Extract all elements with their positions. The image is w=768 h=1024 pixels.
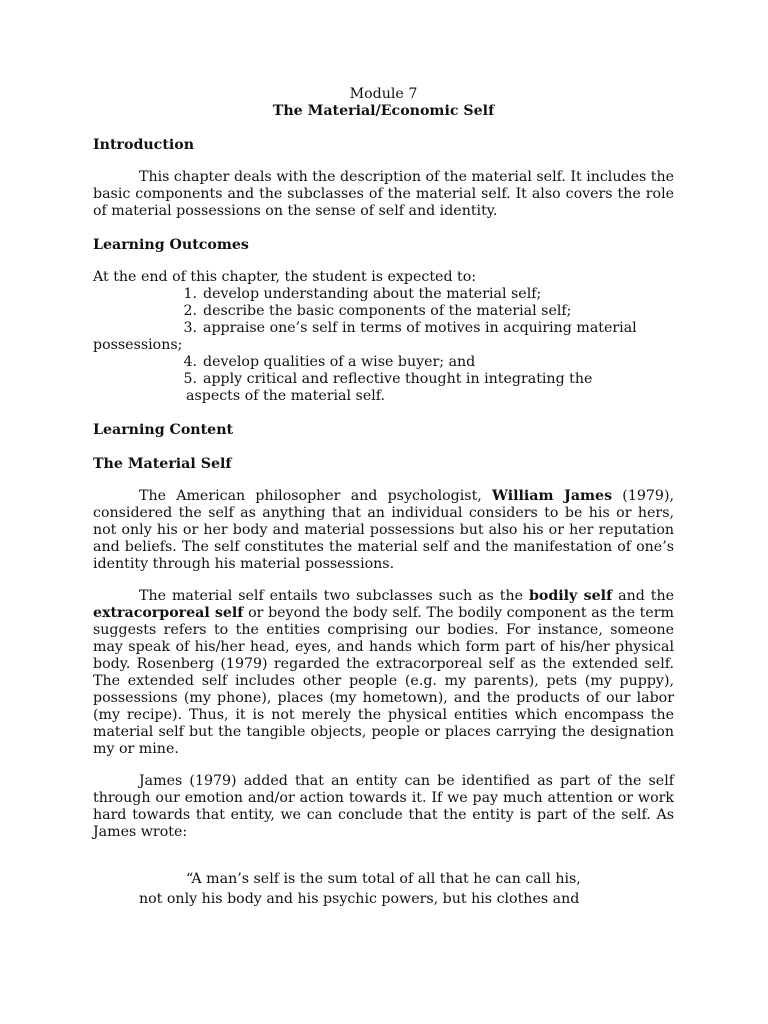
- paragraph-william-james: The American philosopher and psychologist, William James (1979), considered the self as anything that an individual considers to be his or hers, not only his or her body and material possessions but also his or her reputation and beliefs. The self constitutes the material self and the manifestation of one’s identity through his material possessions.: [93, 488, 674, 572]
- list-item: 4. develop qualities of a wise buyer; and: [183, 354, 476, 370]
- list-item: 3. appraise one’s self in terms of motives in acquiring material possessions;: [93, 320, 637, 353]
- outcomes-list: [93, 286, 674, 405]
- page-title: The Material/Economic Self: [272, 103, 495, 119]
- list-item: 5. apply critical and reflective thought in integrating the aspects of the material self.: [183, 371, 593, 404]
- outcomes-intro: At the end of this chapter, the student is expected to:: [93, 269, 477, 285]
- quote-line: “A man’s self is the sum total of all that he can call his,: [186, 871, 581, 887]
- material-self-heading: The Material Self: [93, 456, 232, 472]
- outcomes-heading: Learning Outcomes: [93, 237, 249, 253]
- introduction-paragraph: This chapter deals with the description of the material self. It includes the basic components and the subclasses of the material self. It also covers the role of material possessions on the sense of self and identity.: [93, 169, 674, 219]
- list-item: 2. describe the basic components of the material self;: [183, 303, 572, 319]
- quote-line: not only his body and his psychic powers, but his clothes and: [139, 891, 580, 907]
- learning-content-heading: Learning Content: [93, 422, 234, 438]
- paragraph-james-added: James (1979) added that an entity can be identified as part of the self through our emotion and/or action towards it. If we pay much attention or work hard towards that entity, we can conclude that the entity is part of the self. As James wrote:: [93, 773, 674, 840]
- module-label: Module 7: [349, 86, 418, 102]
- document-page: [93, 86, 674, 909]
- block-quote: [93, 869, 674, 909]
- introduction-heading: Introduction: [93, 137, 195, 153]
- list-item: 1. develop understanding about the material self;: [183, 286, 542, 302]
- paragraph-subclasses: The material self entails two subclasses such as the bodily self and the extracorporeal self or beyond the body self. The bodily component as the term suggests refers to the entities comprising our bodies. For instance, someone may speak of his/her head, eyes, and hands which form part of his/her physical body. Rosenberg (1979) regarded the extracorporeal self as the extended self. The extended self includes other people (e.g. my parents), pets (my puppy), possessions (my phone), places (my hometown), and the products of our labor (my recipe). Thus, it is not merely the physical entities which encompass the material self but the tangible objects, people or places carrying the designation my or mine.: [93, 588, 674, 757]
